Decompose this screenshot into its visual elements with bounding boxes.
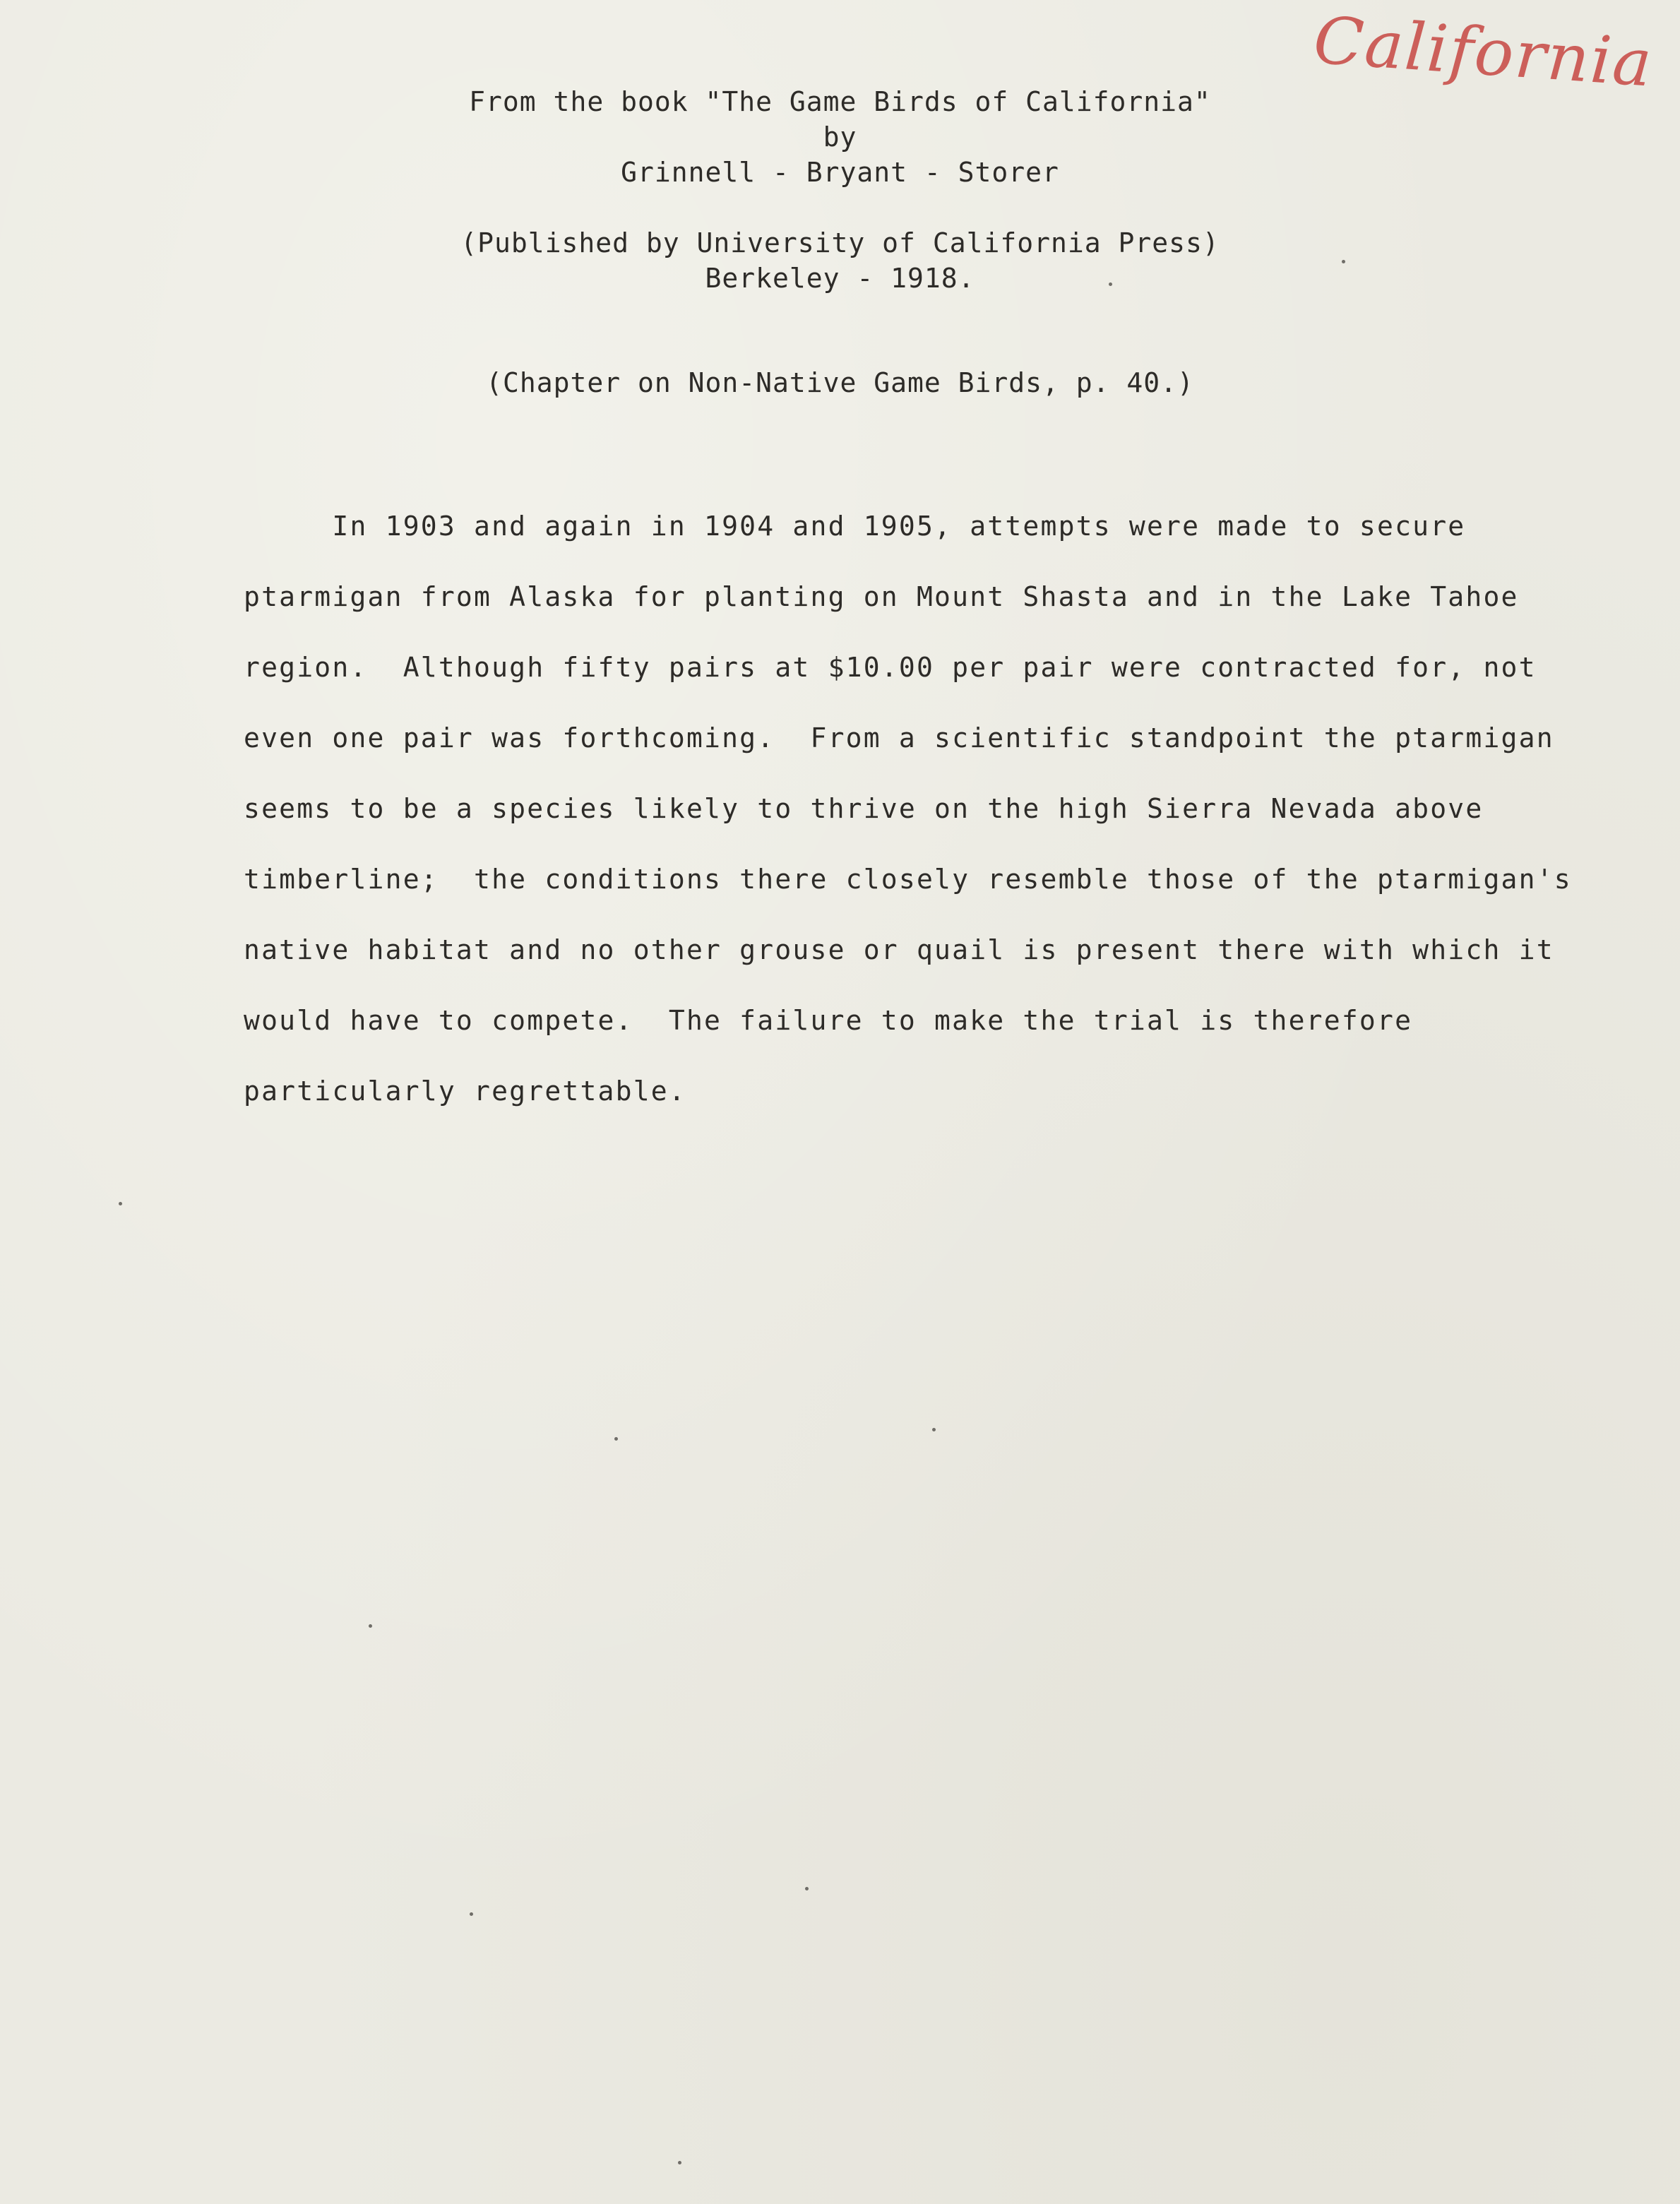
paragraph-line: particularly regrettable. [244,1076,686,1107]
paragraph-line: even one pair was forthcoming. From a scientific standpoint the ptarmigan [244,722,1554,753]
handwritten-annotation: California [1311,2,1656,102]
paper-speck [119,1202,122,1205]
paragraph-line: region. Although fifty pairs at $10.00 per pair were contracted for, not [244,652,1537,683]
paper-speck [614,1437,618,1441]
paragraph-line: In 1903 and again in 1904 and 1905, attempts were made to secure [244,511,1466,542]
chapter-line: (Chapter on Non-Native Game Birds, p. 40.) [486,367,1194,398]
paragraph-line: native habitat and no other grouse or quail is present there with which it [244,934,1554,965]
by-line: by [823,121,857,153]
paper-speck [678,2161,681,2164]
publisher-line: (Published by University of California Press) [460,227,1220,258]
paper-speck [1109,282,1112,286]
paper-speck [932,1428,936,1431]
source-title-line: From the book "The Game Birds of California" [469,86,1211,117]
paragraph-line: would have to compete. The failure to make the trial is therefore [244,1005,1413,1036]
paragraph-line: seems to be a species likely to thrive on the high Sierra Nevada above [244,793,1484,824]
paragraph-line: ptarmigan from Alaska for planting on Mount Shasta and in the Lake Tahoe [244,581,1519,612]
place-date-line: Berkeley - 1918. [705,263,975,294]
paper-speck [805,1887,809,1890]
paragraph-line: timberline; the conditions there closely resemble those of the ptarmigan's [244,864,1572,895]
paper-speck [470,1912,473,1916]
authors-line: Grinnell - Bryant - Storer [621,157,1059,188]
paper-speck [1342,260,1345,263]
paper-speck [369,1624,372,1628]
